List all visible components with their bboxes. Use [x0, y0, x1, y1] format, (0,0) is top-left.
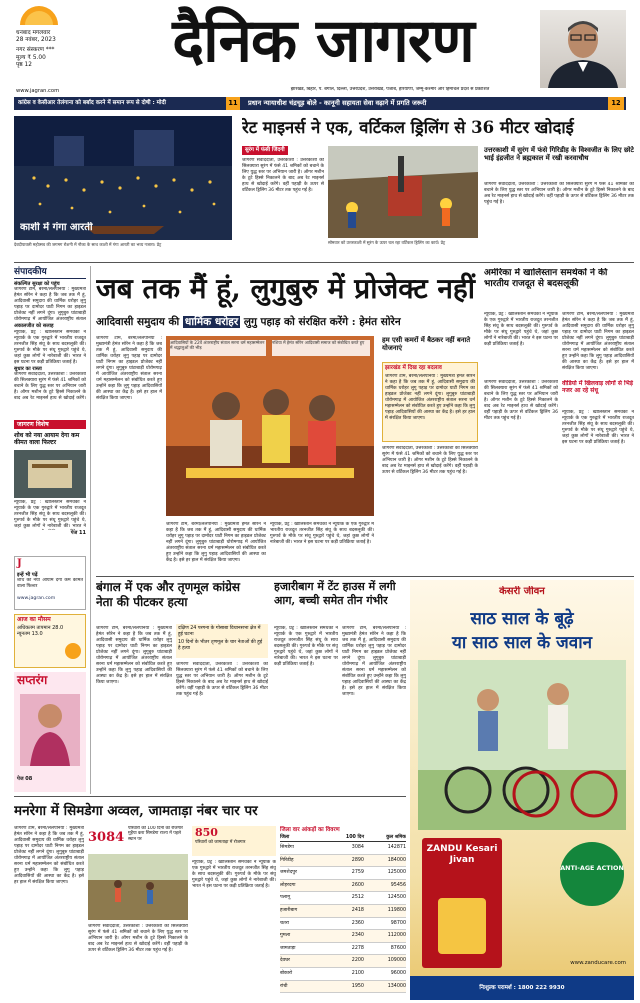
weather-max: अधिकतम तापमान 28.0	[17, 624, 64, 631]
promo-box	[14, 556, 86, 610]
rule-middle	[96, 576, 634, 577]
district-table-header-cell: 100 दिन	[345, 835, 364, 840]
jagran-sun-emblem	[16, 5, 62, 27]
portrait-photo	[540, 10, 626, 88]
middle-story-box-title: झारखंड में दिख रहा बदलाव	[385, 365, 442, 371]
lead-subhead-pre: आदिवासी समुदाय की	[96, 316, 180, 328]
table-cell: जमशेदपुर	[280, 870, 297, 876]
manrega-fact2-number: 850	[195, 826, 218, 839]
rule-left-col	[90, 266, 91, 794]
newspaper-logo: दैनिक जागरण	[172, 6, 474, 76]
lead-subhead-highlight: धार्मिक धरोहर	[184, 316, 239, 328]
table-row	[280, 855, 406, 868]
table-row	[280, 930, 406, 943]
table-cell: 95456	[390, 882, 406, 888]
edition-label: नगर संस्करण ***	[16, 47, 55, 54]
ad-badge: ANTI-AGE ACTION	[560, 842, 624, 906]
middle-story-headline[interactable]: हम एसी कमरों में बैठकर नहीं बनाते योजनाएं	[382, 336, 471, 352]
weather-min: न्यूनतम 13.0	[17, 630, 43, 637]
manrega-headline[interactable]: मनरेगा में सिमडेगा अव्वल, जामताड़ा नंबर चार पर	[14, 803, 258, 819]
table-cell: 2418	[351, 907, 364, 913]
table-cell: देवघर	[280, 958, 291, 964]
weather-box	[14, 614, 86, 668]
editorial-item[interactable]: अकालजीत को सलाह	[14, 323, 54, 330]
table-cell: 2600	[351, 882, 364, 888]
table-cell: 2890	[351, 857, 364, 863]
table-cell: 2200	[351, 958, 364, 964]
editorial-title: संपादकीय	[14, 266, 86, 279]
table-cell: रांची	[280, 983, 288, 989]
lead-subhead	[96, 314, 476, 330]
video-body: न्यूयार्क, प्रेट्र : खालिस्तान समर्थकों ने न्यूयार्क के एक गुरुद्वारे में भारतीय राजदूत तरनजीत सिंह संधू के साथ बदसलूकी की। गुरुपर्व के मौके पर संधू गुरुद्वारे पहुंचे थे, जहां कुछ लोगों ने नारेबाजी की। भारत ने इस घटना पर कड़ी प्रतिक्रिया जताई है।	[562, 410, 634, 445]
editorial-items	[14, 281, 86, 400]
weather-title: आज का मौसम	[17, 616, 51, 623]
table-cell: चतरा	[280, 920, 289, 926]
manrega-body-col2: जागरण संवाददाता, उत्तरकाशी : उत्तरकाशी की सिलक्यारा सुरंग में फंसे 41 श्रमिकों को बचाने के लिए युद्ध स्तर पर अभियान जारी है। ऑगर मशीन के टूटे हिस्से निकालने के बाद अब रेट माइनर्स हाथ से खोदाई करेंगे। वहीं पहाड़ी के ऊपर से वर्टिकल ड्रिलिंग 36 मीटर तक पहुंच गई है।	[88, 924, 188, 953]
district-table-header	[280, 834, 406, 842]
table-cell: 1950	[351, 983, 364, 989]
table-row	[280, 943, 406, 956]
ad-product-box	[422, 838, 502, 968]
bengal-highlights	[176, 624, 268, 658]
zandu-ad[interactable]	[410, 580, 634, 1000]
rat-miners-label-text: सुरंग में फंसी जिंदगी	[242, 146, 288, 155]
issue-date: 28 नवंबर, 2023	[16, 37, 56, 44]
table-cell: गिरिडीह	[280, 857, 294, 863]
editorial-item[interactable]: सुधार का रास्ता	[14, 365, 42, 372]
table-cell: 134000	[387, 983, 406, 989]
jagran-vishesh-title: जागरण विशेष	[14, 420, 86, 429]
district-table	[280, 826, 406, 1000]
editions-line: झारखंड, बिहार, प. बंगाल, दिल्ली, उत्तरप्रदेश, उत्तराखंड, पंजाब, हरियाणा, जम्मू-कश्मीर और हिमाचल प्रदेश से प्रकाशित	[290, 87, 490, 92]
jagran-vishesh-page[interactable]: पेज 11	[70, 529, 86, 536]
table-cell: 2360	[351, 920, 364, 926]
table-row	[280, 981, 406, 994]
jagran-vishesh-headline[interactable]: शोध को नया आयाम देगा कम कीमत वाला फिल्टर	[14, 432, 80, 447]
ad-jar	[438, 898, 486, 954]
manrega-fact2-text: परिवारों को जामताड़ा में रोजगार	[195, 840, 246, 845]
khalistan-headline[interactable]: अमेरिका में खालिस्तान समर्थकों ने की भारतीय राजदूत से बदसलूकी	[484, 268, 608, 289]
table-cell: 125000	[387, 870, 406, 876]
table-cell: 2278	[351, 945, 364, 951]
manrega-body-col3: न्यूयार्क, प्रेट्र : खालिस्तान समर्थकों ने न्यूयार्क के एक गुरुद्वारे में भारतीय राजदूत तरनजीत सिंह संधू के साथ बदसलूकी की। गुरुपर्व के मौके पर संधू गुरुद्वारे पहुंचे थे, जहां कुछ लोगों ने नारेबाजी की। भारत ने इस घटना पर कड़ी प्रतिक्रिया जताई है।	[192, 860, 276, 889]
ad-website[interactable]: www.zanducare.com	[570, 960, 626, 966]
ad-brand-top: केसरी जीवन	[499, 586, 545, 597]
khalistan-body: न्यूयार्क, प्रेट्र : खालिस्तान समर्थकों ने न्यूयार्क के एक गुरुद्वारे में भारतीय राजदूत तरनजीत सिंह संधू के साथ बदसलूकी की। गुरुपर्व के मौके पर संधू गुरुद्वारे पहुंचे थे, जहां कुछ लोगों ने नारेबाजी की। भारत ने इस घटना पर कड़ी प्रतिक्रिया जताई है।	[484, 312, 558, 347]
rat-miners-photo	[328, 146, 478, 238]
editorial-box	[14, 266, 86, 416]
top-strip-right-page: 12	[608, 97, 624, 110]
bengal-body-col2: जागरण संवाददाता, उत्तरकाशी : उत्तरकाशी की सिलक्यारा सुरंग में फंसे 41 श्रमिकों को बचाने के लिए युद्ध स्तर पर अभियान जारी है। ऑगर मशीन के टूटे हिस्से निकालने के बाद अब रेट माइनर्स हाथ से खोदाई करेंगे। वहीं पहाड़ी के ऊपर से वर्टिकल ड्रिलिंग 36 मीटर तक पहुंच गई है।	[176, 662, 268, 697]
lead-subhead-post: लुगु पहाड़ को संरक्षित करेंगे : हेमंत सोरेन	[243, 316, 401, 328]
table-cell: हजारीबाग	[280, 907, 298, 913]
lead-headline[interactable]: जब तक मैं हूं, लुगुबुरु में प्रोजेक्ट नहीं	[96, 272, 476, 305]
district-table-header-cell: कुल श्रमिक	[386, 835, 406, 840]
manrega-fact-text: परिवारों को 100 दिनों का रोजगार मुहैया करा सिमडेगा राज्य में पहले स्थान पर	[128, 826, 183, 842]
table-cell: 2340	[351, 933, 364, 939]
manrega-body-col1: जागरण टीम, बेरमो/ललपनिया : मुख्यमंत्री हेमंत सोरेन ने कहा है कि जब तक मैं हूं, आदिवासी समुदाय की धार्मिक धरोहर लुगु पहाड़ पर दामोदर घाटी निगम का हाइडल प्रोजेक्ट नहीं लगने दूंगा। लुगुबुरु घांटाबाड़ी धोरोमगाढ़ में आयोजित अंतरराष्ट्रीय संताल सरना धर्म महासम्मेलन को संबोधित करते हुए उन्होंने कहा कि लुगु पहाड़ आदिवासियों की आस्था का केंद्र है। इसे हर हाल में संरक्षित किया जाएगा।	[14, 826, 84, 885]
table-cell: बोकारो	[280, 970, 293, 976]
ad-cyclists-photo	[418, 660, 626, 830]
promo-url[interactable]: www.jagran.com	[17, 595, 56, 601]
table-cell: लोहरदगा	[280, 882, 296, 888]
saptrang-photo	[20, 694, 80, 766]
table-cell: सिमडेगा	[280, 845, 294, 850]
editorial-item[interactable]: संकल्पित सुरक्षा को पहुंच	[14, 281, 60, 287]
manrega-fact-number: 3084	[88, 830, 125, 845]
kashi-caption: देवदीपावली महोत्सव की जगमग रोशनी में नौका के साथ काशी में गंगा आरती का भव्य नजारा। प्रेट्र	[14, 242, 162, 247]
table-cell: 2759	[351, 870, 364, 876]
middle-story-box-body: जागरण टीम, बेरमो/ललपनिया : मुख्यमंत्री हेमंत सोरेन ने कहा है कि जब तक मैं हूं, आदिवासी समुदाय की धार्मिक धरोहर लुगु पहाड़ पर दामोदर घाटी निगम का हाइडल प्रोजेक्ट नहीं लगने दूंगा। लुगुबुरु घांटाबाड़ी धोरोमगाढ़ में आयोजित अंतरराष्ट्रीय संताल सरना धर्म महासम्मेलन को संबोधित करते हुए उन्होंने कहा कि लुगु पहाड़ आदिवासियों की आस्था का केंद्र है। इसे हर हाल में संरक्षित किया जाएगा।	[385, 373, 475, 421]
middle-story-box	[382, 362, 478, 442]
editorial-text: जागरण संवाददाता, उत्तरकाशी : उत्तरकाशी की सिलक्यारा सुरंग में फंसे 41 श्रमिकों को बचाने के लिए युद्ध स्तर पर अभियान जारी है। ऑगर मशीन के टूटे हिस्से निकालने के बाद अब रेट माइनर्स हाथ से खोदाई करेंगे।	[14, 371, 86, 400]
bengal-highlight: 10 दिनों के भीतर तृणमूल के चार नेताओं की हुई है हत्या	[178, 640, 263, 651]
khalistan-body-col2: जागरण टीम, बेरमो/ललपनिया : मुख्यमंत्री हेमंत सोरेन ने कहा है कि जब तक मैं हूं, आदिवासी समुदाय की धार्मिक धरोहर लुगु पहाड़ पर दामोदर घाटी निगम का हाइडल प्रोजेक्ट नहीं लगने दूंगा। लुगुबुरु घांटाबाड़ी धोरोमगाढ़ में आयोजित अंतरराष्ट्रीय संताल सरना धर्म महासम्मेलन को संबोधित करते हुए उन्होंने कहा कि लुगु पहाड़ आदिवासियों की आस्था का केंद्र है। इसे हर हाल में संरक्षित किया जाएगा।	[562, 312, 634, 371]
editorial-text: जागरण टीम, बेरमो/ललपनिया : मुख्यमंत्री हेमंत सोरेन ने कहा है कि जब तक मैं हूं, आदिवासी समुदाय की धार्मिक धरोहर लुगु पहाड़ पर दामोदर घाटी निगम का हाइडल प्रोजेक्ट नहीं लगने दूंगा। लुगुबुरु घांटाबाड़ी धोरोमगाढ़ में आयोजित अंतरराष्ट्रीय संताल	[14, 287, 86, 322]
jagran-vishesh-photo	[14, 450, 86, 498]
table-row	[280, 955, 406, 968]
lead-body-col3: न्यूयार्क, प्रेट्र : खालिस्तान समर्थकों ने न्यूयार्क के एक गुरुद्वारे में भारतीय राजदूत तरनजीत सिंह संधू के साथ बदसलूकी की। गुरुपर्व के मौके पर संधू गुरुद्वारे पहुंचे थे, जहां कुछ लोगों ने नारेबाजी की। भारत ने इस घटना पर कड़ी प्रतिक्रिया जताई है।	[270, 522, 374, 545]
rat-miners-photo-caption: सोमवार को उत्तरकाशी में सुरंग के ऊपर चल रहा वर्टिकल ड्रिलिंग का कार्य। प्रेट्र	[328, 240, 446, 245]
bengal-highlight: दक्षिण 24 परगना के गोसाबा विधानसभा क्षेत्र में हुई घटना	[178, 626, 261, 637]
table-cell: 109000	[387, 958, 406, 964]
table-row	[280, 892, 406, 905]
manrega-fact2-box	[192, 826, 276, 856]
rat-miners-side-body-text: जागरण संवाददाता, उत्तरकाशी : उत्तरकाशी की सिलक्यारा सुरंग में फंसे 41 श्रमिकों को बचाने के लिए युद्ध स्तर पर अभियान जारी है। ऑगर मशीन के टूटे हिस्से निकालने के बाद अब रेट माइनर्स हाथ से खोदाई करेंगे। वहीं पहाड़ी के ऊपर से वर्टिकल ड्रिलिंग 36 मीटर तक पहुंच गई है।	[484, 182, 634, 205]
table-cell: पलामू	[280, 895, 291, 901]
ad-slogan-line1: साठ साल के बूढ़े	[470, 609, 574, 629]
hazaribagh-body-col1: न्यूयार्क, प्रेट्र : खालिस्तान समर्थकों ने न्यूयार्क के एक गुरुद्वारे में भारतीय राजदूत तरनजीत सिंह संधू के साथ बदसलूकी की। गुरुपर्व के मौके पर संधू गुरुद्वारे पहुंचे थे, जहां कुछ लोगों ने नारेबाजी की। भारत ने इस घटना पर कड़ी प्रतिक्रिया जताई है।	[274, 626, 338, 667]
rat-miners-side-headline[interactable]: उत्तरकाशी में सुरंग में फंसे गिरिडीह के विश्वजीत के लिए छोटे भाई इंद्रजीत ने ब्रह्मकाल में रखी करवाचौथ	[484, 146, 634, 163]
top-strip-left-page: 11	[226, 97, 240, 110]
table-cell: 119800	[387, 907, 406, 913]
district-table-body	[280, 842, 406, 993]
ad-brand: ZANDU Kesari Jivan	[426, 844, 498, 865]
rat-miners-side-body	[484, 182, 634, 258]
rule-upper	[14, 262, 634, 263]
masthead	[0, 0, 640, 96]
table-row	[280, 968, 406, 981]
rat-miners-label	[242, 146, 332, 156]
lead-photo-caption-1: आदिवासियों के 22वें अंतरराष्ट्रीय संताल सरना धर्म महासम्मेलन में श्रद्धालुओं की भीड़	[170, 340, 266, 356]
hazaribagh-body-col2: जागरण टीम, बेरमो/ललपनिया : मुख्यमंत्री हेमंत सोरेन ने कहा है कि जब तक मैं हूं, आदिवासी समुदाय की धार्मिक धरोहर लुगु पहाड़ पर दामोदर घाटी निगम का हाइडल प्रोजेक्ट नहीं लगने दूंगा। लुगुबुरु घांटाबाड़ी धोरोमगाढ़ में आयोजित अंतरराष्ट्रीय संताल सरना धर्म महासम्मेलन को संबोधित करते हुए उन्होंने कहा कि लुगु पहाड़ आदिवासियों की आस्था का केंद्र है। इसे हर हाल में संरक्षित किया जाएगा।	[342, 626, 406, 697]
jagran-vishesh-box	[14, 420, 86, 550]
table-cell: 112000	[387, 933, 406, 939]
saptrang-box	[14, 672, 86, 792]
rule-lower	[14, 796, 406, 797]
ad-footer: निःशुल्क परामर्श : 1800 222 9930	[410, 976, 634, 1000]
lead-photo	[166, 336, 374, 516]
middle-story-body: जागरण संवाददाता, उत्तरकाशी : उत्तरकाशी की सिलक्यारा सुरंग में फंसे 41 श्रमिकों को बचाने के लिए युद्ध स्तर पर अभियान जारी है। ऑगर मशीन के टूटे हिस्से निकालने के बाद अब रेट माइनर्स हाथ से खोदाई करेंगे। वहीं पहाड़ी के ऊपर से वर्टिकल ड्रिलिंग 36 मीटर तक पहुंच गई है।	[382, 446, 478, 475]
bengal-headline[interactable]: बंगाल में एक और तृणमूल कांग्रेस नेता की पीटकर हत्या	[96, 580, 240, 609]
table-row	[280, 867, 406, 880]
website-label[interactable]: www.jagran.com	[16, 88, 60, 94]
district-table-header-cell: जिला	[280, 835, 290, 840]
table-cell: 2512	[351, 895, 364, 901]
bengal-body-col1: जागरण टीम, बेरमो/ललपनिया : मुख्यमंत्री हेमंत सोरेन ने कहा है कि जब तक मैं हूं, आदिवासी समुदाय की धार्मिक धरोहर लुगु पहाड़ पर दामोदर घाटी निगम का हाइडल प्रोजेक्ट नहीं लगने दूंगा। लुगुबुरु घांटाबाड़ी धोरोमगाढ़ में आयोजित अंतरराष्ट्रीय संताल सरना धर्म महासम्मेलन को संबोधित करते हुए उन्होंने कहा कि लुगु पहाड़ आदिवासियों की आस्था का केंद्र है। इसे हर हाल में संरक्षित किया जाएगा।	[96, 626, 172, 685]
lead-body-col2: जागरण टीम, बेरमो/ललपनिया : मुख्यमंत्री हेमंत सोरेन ने कहा है कि जब तक मैं हूं, आदिवासी समुदाय की धार्मिक धरोहर लुगु पहाड़ पर दामोदर घाटी निगम का हाइडल प्रोजेक्ट नहीं लगने दूंगा। लुगुबुरु घांटाबाड़ी धोरोमगाढ़ में आयोजित अंतरराष्ट्रीय संताल सरना धर्म महासम्मेलन को संबोधित करते हुए उन्होंने कहा कि लुगु पहाड़ आदिवासियों की आस्था का केंद्र है। इसे हर हाल में संरक्षित किया जाएगा।	[166, 522, 266, 563]
saptrang-page[interactable]: पेज 08	[17, 776, 33, 782]
table-cell: 142871	[387, 845, 406, 850]
table-cell: 96000	[390, 970, 406, 976]
city-day: धनबाद मंगलवार	[16, 30, 51, 36]
top-strip-right[interactable]: प्रधान न्यायाधीश चंद्रचूड़ बोले - कानूनी सहायता सेवा वढ़ाने में प्रगति जरूरी	[248, 99, 427, 107]
promo-title: इन्हें भी पढ़ें	[17, 571, 38, 578]
table-row	[280, 842, 406, 855]
table-cell: 184000	[387, 857, 406, 863]
kashi-headline[interactable]: काशी में गंगा आरती	[20, 222, 93, 233]
table-cell: 124500	[387, 895, 406, 901]
manrega-fact-box	[88, 826, 188, 850]
table-cell: 2100	[351, 970, 364, 976]
sun-icon	[65, 643, 81, 659]
editorial-text: न्यूयार्क, प्रेट्र : खालिस्तान समर्थकों ने न्यूयार्क के एक गुरुद्वारे में भारतीय राजदूत तरनजीत सिंह संधू के साथ बदसलूकी की। गुरुपर्व के मौके पर संधू गुरुद्वारे पहुंचे थे, जहां कुछ लोगों ने नारेबाजी की। भारत ने इस घटना पर कड़ी प्रतिक्रिया जताई है।	[14, 329, 86, 364]
table-cell: गुमला	[280, 933, 291, 939]
rat-miners-headline[interactable]: रेट माइनर्स ने एक, वर्टिकल ड्रिलिंग से 36 मीटर खोदाई	[242, 118, 574, 137]
table-row	[280, 880, 406, 893]
top-strip-left[interactable]: कांग्रेस व केसीआर तेलंगाना को बर्बाद करने में समान रूप से दोषी : मोदी	[18, 100, 166, 106]
jagran-vishesh-body: न्यूयार्क, प्रेट्र : खालिस्तान समर्थकों ने न्यूयार्क के एक गुरुद्वारे में भारतीय राजदूत तरनजीत सिंह संधू के साथ बदसलूकी की। गुरुपर्व के मौके पर संधू गुरुद्वारे पहुंचे थे, जहां कुछ लोगों ने नारेबाजी की। भारत ने	[14, 499, 86, 529]
table-cell: 87600	[390, 945, 406, 951]
table-cell: 3084	[351, 845, 364, 850]
table-row	[280, 918, 406, 931]
table-row	[280, 905, 406, 918]
khalistan-body-col3: जागरण संवाददाता, उत्तरकाशी : उत्तरकाशी की सिलक्यारा सुरंग में फंसे 41 श्रमिकों को बचाने के लिए युद्ध स्तर पर अभियान जारी है। ऑगर मशीन के टूटे हिस्से निकालने के बाद अब रेट माइनर्स हाथ से खोदाई करेंगे। वहीं पहाड़ी के ऊपर से वर्टिकल ड्रिलिंग 36 मीटर तक पहुंच गई है।	[484, 380, 558, 421]
table-cell: जामताड़ा	[280, 945, 296, 951]
video-headline[interactable]: वीडियो में खिलवाड़ लोगों से भिड़े नजर आ रहे संधू	[562, 380, 633, 395]
ad-slogan-line2: या साठ साल के जवान	[451, 633, 593, 653]
promo-body: शोध को नया आयाम देगा कम कीमत वाला फिल्टर	[17, 577, 83, 589]
saptrang-title[interactable]: सप्तरंग	[17, 673, 48, 687]
manrega-photo	[88, 854, 188, 920]
page-count: पृष्ठ 12	[16, 61, 32, 68]
top-strip	[14, 97, 626, 110]
rat-miners-body-col1: जागरण संवाददाता, उत्तरकाशी : उत्तरकाशी की सिलक्यारा सुरंग में फंसे 41 श्रमिकों को बचाने के लिए युद्ध स्तर पर अभियान जारी है। ऑगर मशीन के टूटे हिस्से निकालने के बाद अब रेट माइनर्स हाथ से खोदाई करेंगे। वहीं पहाड़ी के ऊपर से वर्टिकल ड्रिलिंग 36 मीटर तक पहुंच गई है।	[242, 158, 324, 193]
lead-photo-caption-2: नशिया में हेमंत सोरेन आदिवासी समाज को संबोधित करते हुए	[272, 340, 370, 356]
masthead-date-block	[16, 30, 96, 90]
table-cell: 98700	[390, 920, 406, 926]
lead-body: जागरण टीम, बेरमो/ललपनिया : मुख्यमंत्री हेमंत सोरेन ने कहा है कि जब तक मैं हूं, आदिवासी समुदाय की धार्मिक धरोहर लुगु पहाड़ पर दामोदर घाटी निगम का हाइडल प्रोजेक्ट नहीं लगने दूंगा। लुगुबुरु घांटाबाड़ी धोरोमगाढ़ में आयोजित अंतरराष्ट्रीय संताल सरना धर्म महासम्मेलन को संबोधित करते हुए उन्होंने कहा कि लुगु पहाड़ आदिवासियों की आस्था का केंद्र है। इसे हर हाल में संरक्षित किया जाएगा।	[96, 336, 162, 401]
hazaribagh-headline[interactable]: हजारीबाग में टेंट हाउस में लगी आग, बच्ची समेत तीन गंभीर	[274, 580, 396, 607]
price-label: मूल्य ₹ 5.00	[16, 54, 46, 61]
district-table-title: जिला वार आंकड़ों का विवरण	[280, 827, 340, 833]
promo-logo: J	[17, 558, 22, 569]
